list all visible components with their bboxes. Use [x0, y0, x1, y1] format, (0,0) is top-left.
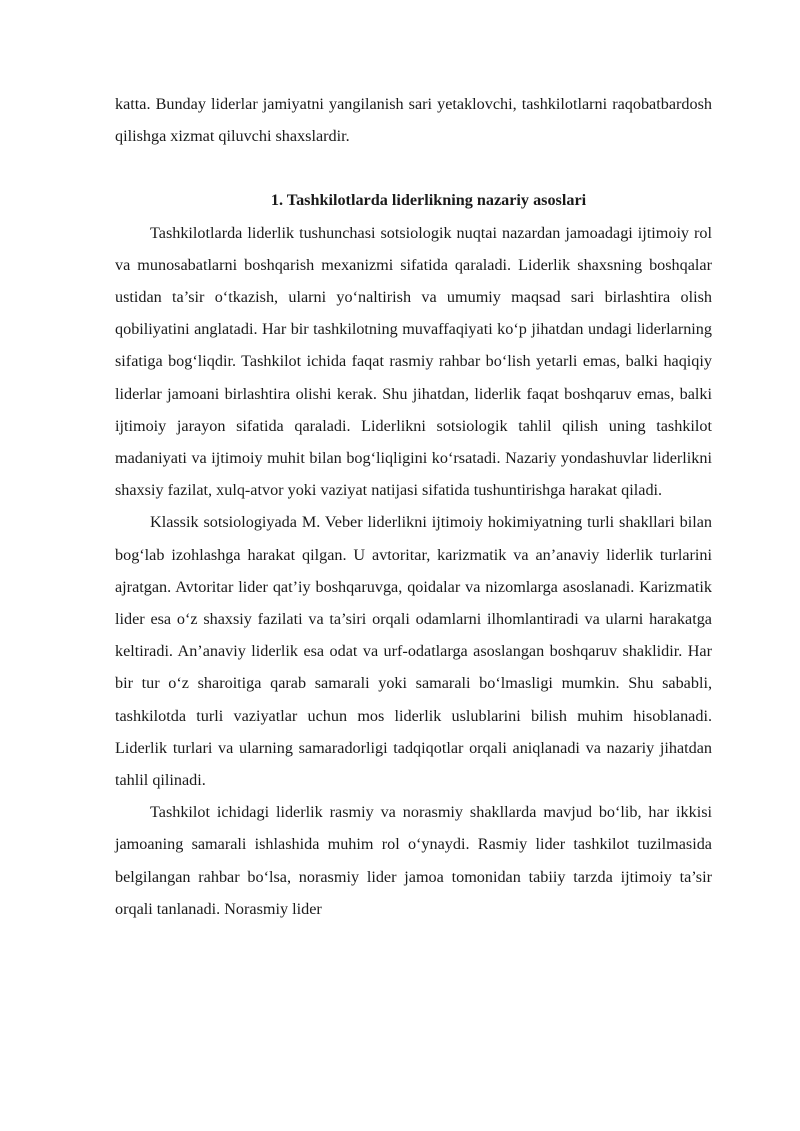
paragraph-leadership-concept: Tashkilotlarda liderlik tushunchasi sotsiologik nuqtai nazardan jamoadagi ijtimoiy rol va munosabatlarni boshqarish mexanizmi sifatida qaraladi. Liderlik shaxsning boshqalar ustidan ta’sir o‘tkazish, ularni yo‘naltirish va umumiy maqsad sari birlashtira olish qobiliyatini anglatadi. Har bir tashkilotning muvaffaqiyati ko‘p jihatdan undagi liderlarning sifatiga bog‘liqdir. Tashkilot ichida faqat rasmiy rahbar bo‘lish yetarli emas, balki haqiqiy liderlar jamoani birlashtira olishi kerak. Shu jihatdan, liderlik faqat boshqaruv emas, balki ijtimoiy jarayon sifatida qaraladi. Liderlikni sotsiologik tahlil qilish uning tashkilot madaniyati va ijtimoiy muhit bilan bog‘liqligini ko‘rsatadi. Nazariy yondashuvlar liderlikni shaxsiy fazilat, xulq-atvor yoki vaziyat natijasi sifatida tushuntirishga harakat qiladi. — [115, 223, 712, 500]
section-heading: 1. Tashkilotlarda liderlikning nazariy asoslari — [270, 191, 587, 210]
paragraph-formal-informal: Tashkilot ichidagi liderlik rasmiy va norasmiy shakllarda mavjud bo‘lib, har ikkisi jamoaning samarali ishlashida muhim rol o‘ynaydi. Rasmiy lider tashkilot tuzilmasida belgilangan rahbar bo‘lsa, norasmiy lider jamoa tomonidan tabiiy tarzda ijtimoiy ta’sir orqali tanlanadi. Norasmiy lider — [115, 803, 712, 918]
paragraph-weber-classification: Klassik sotsiologiyada M. Veber liderlikni ijtimoiy hokimiyatning turli shakllari bilan bog‘lab izohlashga harakat qilgan. U avtoritar, karizmatik va an’anaviy liderlik turlarini ajratgan. Avtoritar lider qat’iy boshqaruvga, qoidalar va nizomlarga asoslanadi. Karizmatik lider esa o‘z shaxsiy fazilati va ta’siri orqali odamlarni ilhomlantiradi va ularni harakatga keltiradi. An’anaviy liderlik esa odat va urf-odatlarga asoslangan boshqaruv shaklidir. Har bir tur o‘z sharoitiga qarab samarali yoki samarali bo‘lmasligi mumkin. Shu sababli, tashkilotda turli vaziyatlar uchun mos liderlik uslublarini bilish muhim hisoblanadi. Liderlik turlari va ularning samaradorligi tadqiqotlar orqali aniqlanadi va nazariy jihatdan tahlil qilinadi. — [115, 513, 712, 790]
intro-paragraph: katta. Bunday liderlar jamiyatni yangilanish sari yetaklovchi, tashkilotlarni raqobatbardosh qilishga xizmat qiluvchi shaxslardir. — [115, 95, 712, 146]
document-page — [115, 88, 712, 925]
